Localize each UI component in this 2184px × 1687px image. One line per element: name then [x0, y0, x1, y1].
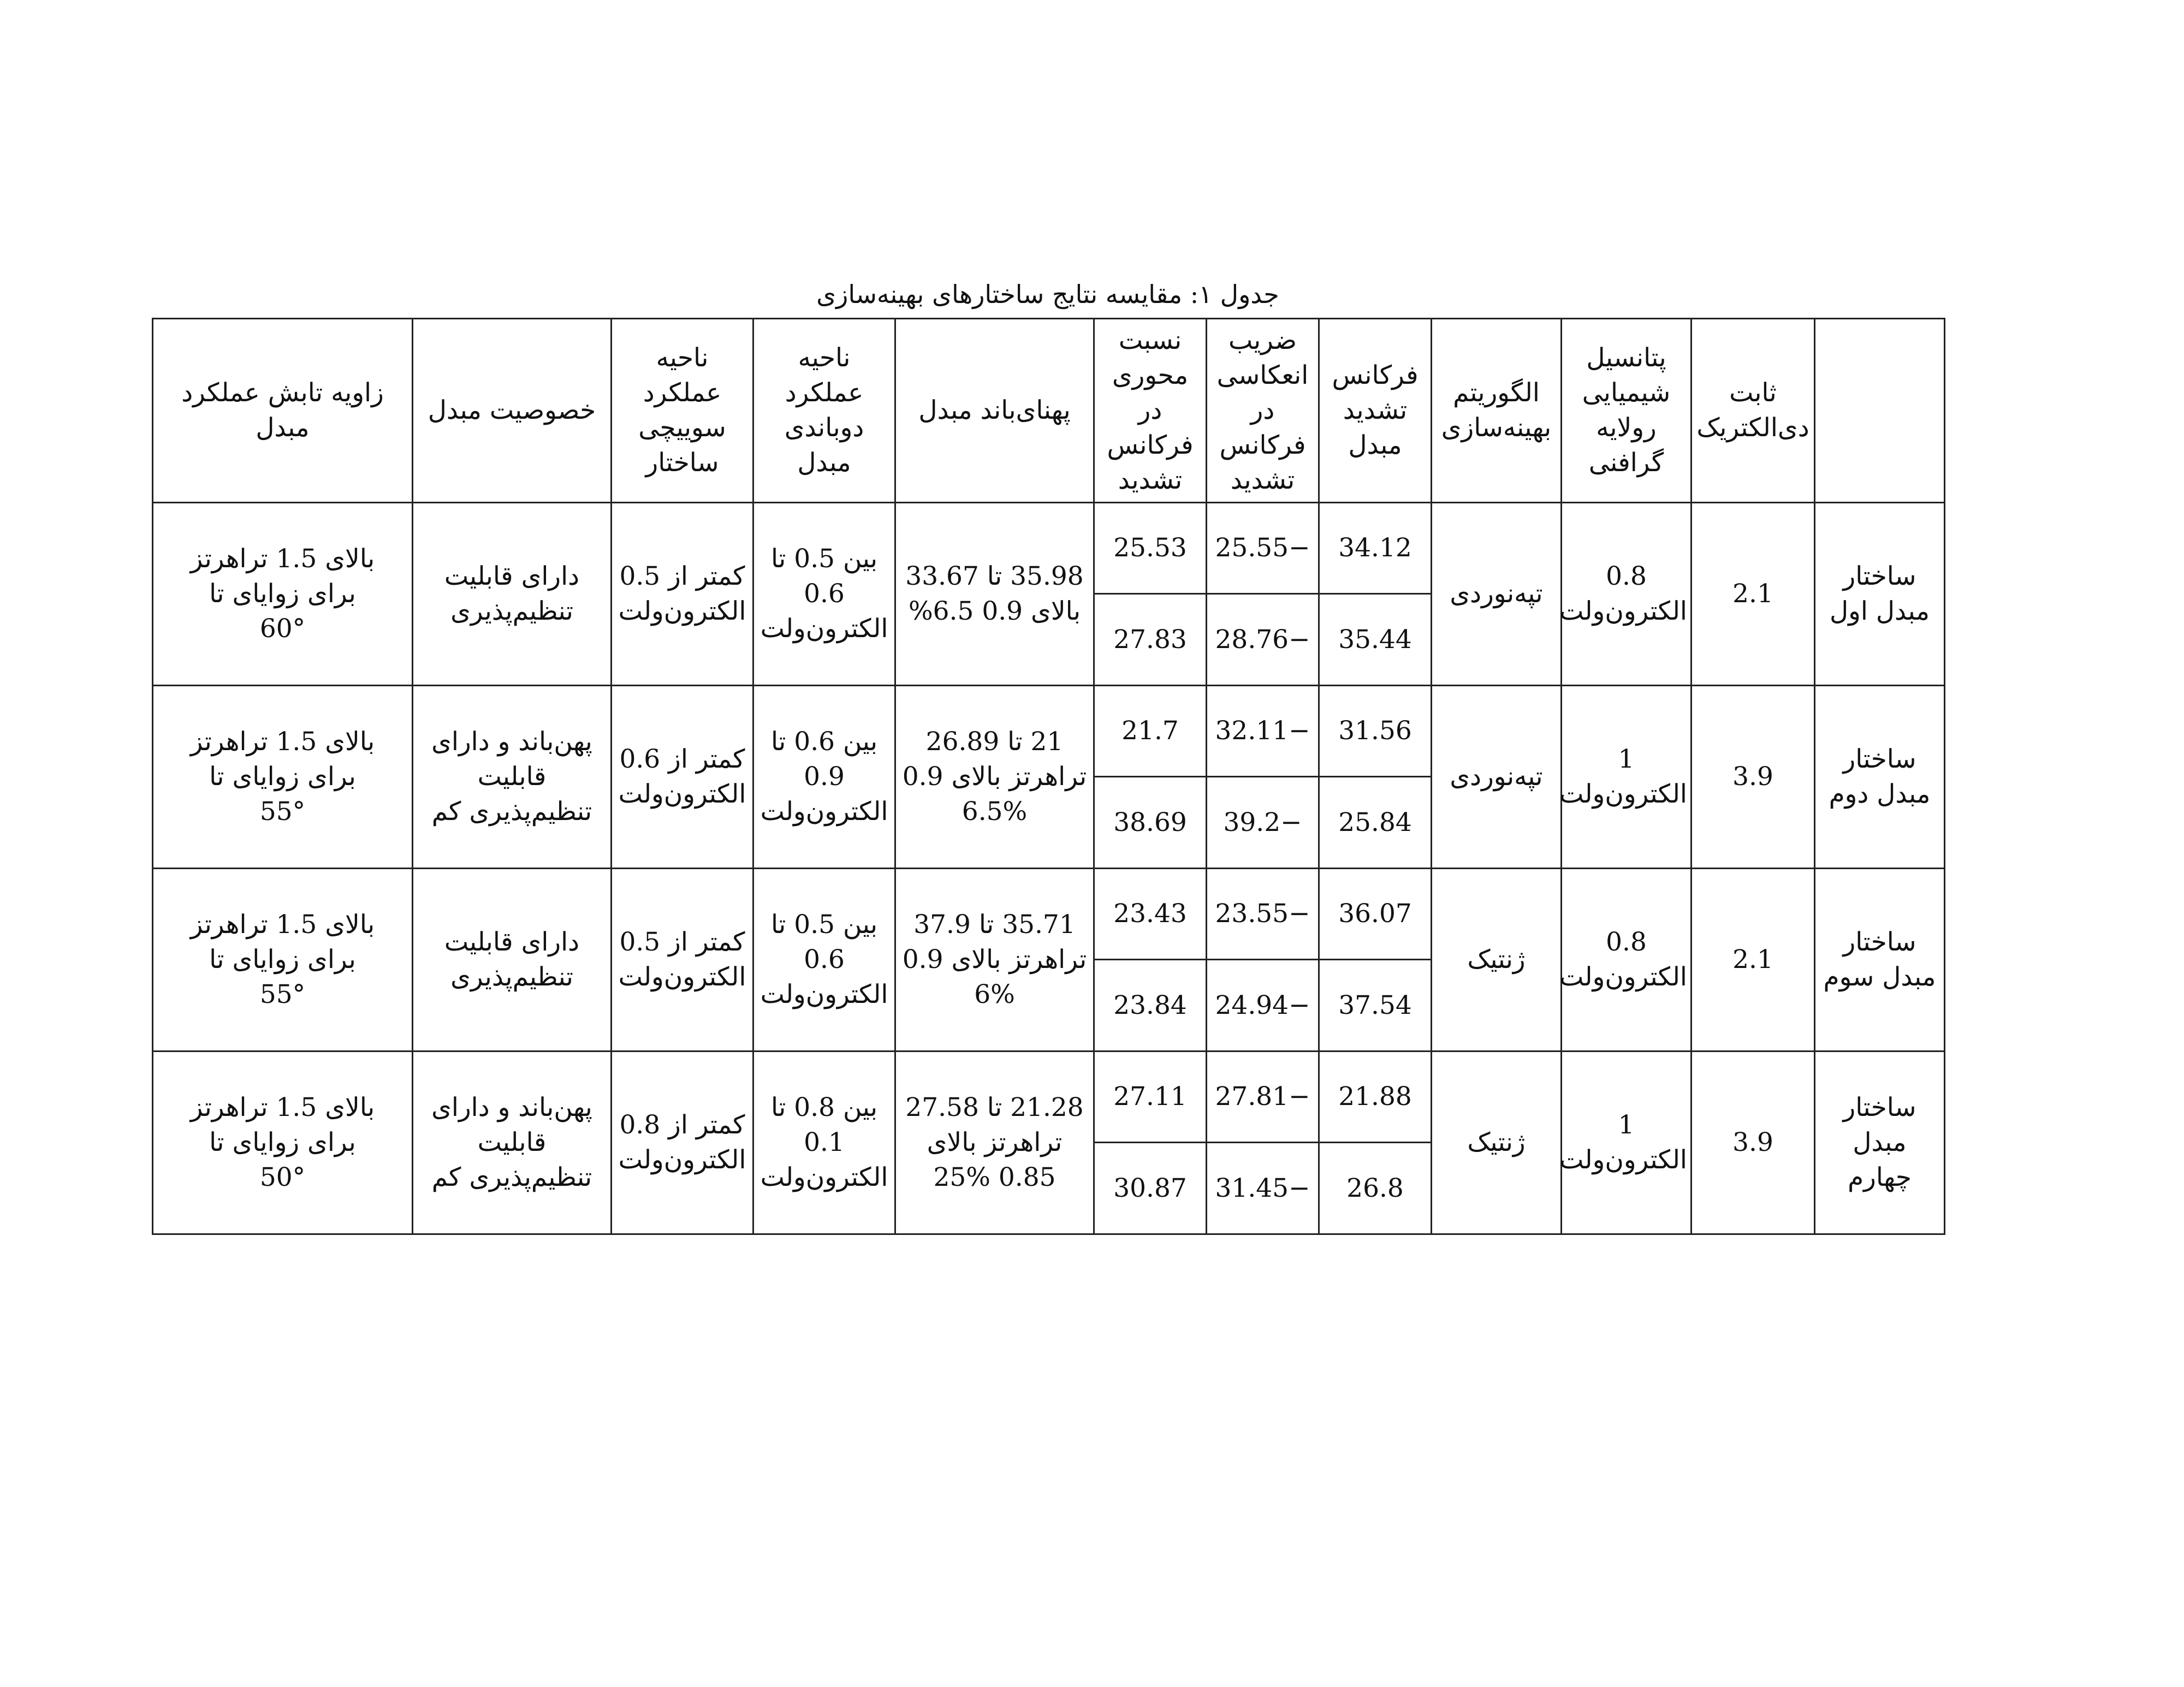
dielectric-cell: 2.1 [1692, 869, 1815, 1052]
header-cell-chemical-potential: پتانسیل شیمیایی رولایه گرافنی [1562, 319, 1692, 503]
algorithm-cell: ژنتیک [1432, 1052, 1562, 1234]
header-cell-feature: خصوصیت مبدل [413, 319, 612, 503]
reflection-cell: −28.76 [1207, 594, 1319, 686]
angle-cell: بالای 1.5 تراهرتز برای زوایای تا 55° [153, 686, 413, 869]
table-caption: جدول ۱: مقایسه نتایج ساختارهای بهینه‌سازی [816, 280, 1279, 309]
header-cell-reflection: ضریب انعکاسی در فرکانس تشدید [1207, 319, 1319, 503]
frequency-cell: 25.84 [1319, 777, 1432, 869]
reflection-cell: −39.2 [1207, 777, 1319, 869]
dielectric-cell: 2.1 [1692, 503, 1815, 686]
header-cell-dielectric: ثابت دی‌الکتریک [1692, 319, 1815, 503]
angle-cell: بالای 1.5 تراهرتز برای زوایای تا 55° [153, 869, 413, 1052]
header-cell-angle: زاویه تابش عملکرد مبدل [153, 319, 413, 503]
axial-ratio-cell: 23.84 [1094, 960, 1207, 1052]
feature-cell: پهن‌باند و دارای قابلیت تنظیم‌پذیری کم [413, 1052, 612, 1234]
frequency-cell: 21.88 [1319, 1052, 1432, 1143]
angle-cell: بالای 1.5 تراهرتز برای زوایای تا 60° [153, 503, 413, 686]
axial-ratio-cell: 21.7 [1094, 686, 1207, 777]
axial-ratio-cell: 27.11 [1094, 1052, 1207, 1143]
axial-ratio-cell: 27.83 [1094, 594, 1207, 686]
switching-cell: کمتر از 0.6 الکترون‌ولت [612, 686, 753, 869]
frequency-cell: 36.07 [1319, 869, 1432, 960]
switching-cell: کمتر از 0.8 الکترون‌ولت [612, 1052, 753, 1234]
dual-band-cell: بین 0.5 تا 0.6 الکترون‌ولت [753, 503, 895, 686]
potential-cell: 1 الکترون‌ولت [1562, 1052, 1692, 1234]
dielectric-cell: 3.9 [1692, 1052, 1815, 1234]
potential-cell: 0.8 الکترون‌ولت [1562, 869, 1692, 1052]
table-row [153, 503, 1945, 594]
axial-ratio-cell: 23.43 [1094, 869, 1207, 960]
algorithm-cell: تپه‌نوردی [1432, 503, 1562, 686]
algorithm-cell: ژنتیک [1432, 869, 1562, 1052]
switching-cell: کمتر از 0.5 الکترون‌ولت [612, 503, 753, 686]
reflection-cell: −31.45 [1207, 1143, 1319, 1234]
dielectric-cell: 3.9 [1692, 686, 1815, 869]
angle-cell: بالای 1.5 تراهرتز برای زوایای تا 50° [153, 1052, 413, 1234]
bandwidth-cell: 21 تا 26.89 تراهرتز بالای 0.9 6.5% [895, 686, 1094, 869]
comparison-table [152, 318, 1945, 1235]
header-cell-corner [1815, 319, 1945, 503]
reflection-cell: −25.55 [1207, 503, 1319, 594]
bandwidth-cell: 35.71 تا 37.9 تراهرتز بالای 0.9 6% [895, 869, 1094, 1052]
dual-band-cell: بین 0.6 تا 0.9 الکترون‌ولت [753, 686, 895, 869]
algorithm-cell: تپه‌نوردی [1432, 686, 1562, 869]
header-cell-bandwidth: پهنای‌باند مبدل [895, 319, 1094, 503]
frequency-cell: 35.44 [1319, 594, 1432, 686]
feature-cell: دارای قابلیت تنظیم‌پذیری [413, 869, 612, 1052]
frequency-cell: 34.12 [1319, 503, 1432, 594]
header-cell-dual-band: ناحیه عملکرد دوباندی مبدل [753, 319, 895, 503]
table-row [153, 1052, 1945, 1143]
frequency-cell: 31.56 [1319, 686, 1432, 777]
header-cell-axial-ratio: نسبت محوری در فرکانس تشدید [1094, 319, 1207, 503]
frequency-cell: 26.8 [1319, 1143, 1432, 1234]
row-name-cell: ساختار مبدل چهارم [1815, 1052, 1945, 1234]
table-row [153, 869, 1945, 960]
row-name-cell: ساختار مبدل اول [1815, 503, 1945, 686]
dual-band-cell: بین 0.8 تا 0.1 الکترون‌ولت [753, 1052, 895, 1234]
potential-cell: 0.8 الکترون‌ولت [1562, 503, 1692, 686]
reflection-cell: −23.55 [1207, 869, 1319, 960]
frequency-cell: 37.54 [1319, 960, 1432, 1052]
row-name-cell: ساختار مبدل سوم [1815, 869, 1945, 1052]
table-row [153, 686, 1945, 777]
row-name-cell: ساختار مبدل دوم [1815, 686, 1945, 869]
bandwidth-cell: 35.98 تا 33.67 بالای 0.9 6.5% [895, 503, 1094, 686]
potential-cell: 1 الکترون‌ولت [1562, 686, 1692, 869]
header-cell-resonance-frequency: فرکانس تشدید مبدل [1319, 319, 1432, 503]
reflection-cell: −27.81 [1207, 1052, 1319, 1143]
switching-cell: کمتر از 0.5 الکترون‌ولت [612, 869, 753, 1052]
axial-ratio-cell: 30.87 [1094, 1143, 1207, 1234]
reflection-cell: −24.94 [1207, 960, 1319, 1052]
bandwidth-cell: 21.28 تا 27.58 تراهرتز بالای 0.85 25% [895, 1052, 1094, 1234]
header-cell-algorithm: الگوریتم بهینه‌سازی [1432, 319, 1562, 503]
header-row [153, 319, 1945, 503]
feature-cell: دارای قابلیت تنظیم‌پذیری [413, 503, 612, 686]
dual-band-cell: بین 0.5 تا 0.6 الکترون‌ولت [753, 869, 895, 1052]
axial-ratio-cell: 25.53 [1094, 503, 1207, 594]
feature-cell: پهن‌باند و دارای قابلیت تنظیم‌پذیری کم [413, 686, 612, 869]
header-cell-switching: ناحیه عملکرد سوییچی ساختار [612, 319, 753, 503]
reflection-cell: −32.11 [1207, 686, 1319, 777]
axial-ratio-cell: 38.69 [1094, 777, 1207, 869]
